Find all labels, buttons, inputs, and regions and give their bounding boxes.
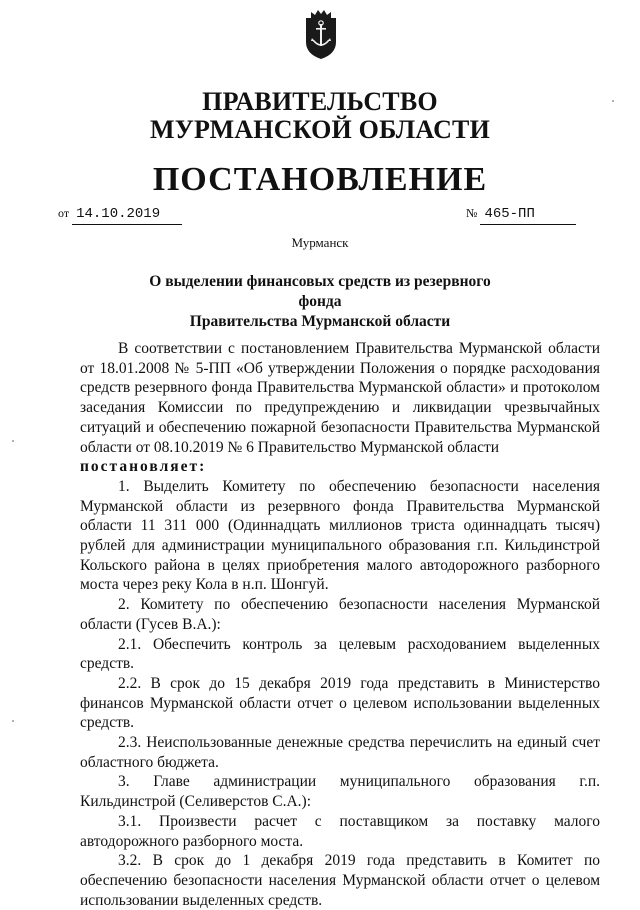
document-number [466,203,576,225]
paragraph-3-2: 3.2. В срок до 1 декабря 2019 года представить в Комитет по обеспечению безопасности населения Мурманской области отчет о целевом использовании выделенных средств. [80,852,600,909]
subject-line2: Правительства Мурманской области [189,313,451,330]
paragraph-3-1: 3.1. Произвести расчет с поставщиком за поставку малого автодорожного разборного моста. [80,812,600,850]
decree-line [80,457,600,477]
decree-word: постановляет: [80,458,207,476]
date-value: 14.10.2019 [72,204,182,225]
preamble-paragraph: В соответствии с постановлением Правительства Мурманской области от 18.01.2008 № 5-ПП «Об утверждении Положения о порядке расходования средств резервного фонда Правительства Мурманской области» и протоколом заседания Комиссии по предупреждению и ликвидации чрезвычайных ситуаций и обеспечению пожарной безопасности Правительства Мурманской области от 08.10.2019 № 6 Правительство Мурманской области [80,340,600,456]
subject-line1: О выделении финансовых средств из резервного фонда [149,273,491,310]
government-title-line2: МУРМАНСКОЙ ОБЛАСТИ [149,115,491,144]
scan-speck [612,100,614,102]
city-name: Мурманск [291,235,349,250]
paragraph-1: 1. Выделить Комитету по обеспечению безопасности населения Мурманской области из резервного фонда Правительства Мурманской области 11 311 000 (Одиннадцать миллионов триста одиннадцать тысяч) рублей для администрации муниципального образования г.п. Кильдинстрой Кольского района в целях приобретения малого автодорожного разборного моста через реку Кола в н.п. Шонгуй. [80,477,600,594]
paragraph-2: 2. Комитету по обеспечению безопасности населения Мурманской области (Гусев В.А.): [80,596,600,633]
paragraph-2-1: 2.1. Обеспечить контроль за целевым расходованием выделенных средств. [80,635,600,673]
government-title-line1: ПРАВИТЕЛЬСТВО [202,87,438,116]
document-subject [140,272,500,332]
scan-speck [12,720,14,722]
coat-of-arms-emblem [304,8,338,60]
number-prefix: № [466,206,478,220]
paragraph-3: 3. Главе администрации муниципального образования г.п. Кильдинстрой (Селиверстов С.А.): [80,773,600,811]
document-type: ПОСТАНОВЛЕНИЕ [152,161,488,198]
paragraph-2-3: 2.3. Неиспользованные денежные средства перечислить на единый счет областного бюджета. [80,734,600,771]
paragraph-2-2: 2.2. В срок до 15 декабря 2019 года представить в Министерство финансов Мурманской области отчет о целевом использовании выделенных средств. [80,674,600,732]
scan-speck [12,440,14,442]
document-body [80,339,600,910]
document-date [58,203,182,225]
government-title [0,88,640,144]
date-prefix: от [58,206,70,220]
number-value: 465-ПП [480,204,576,225]
